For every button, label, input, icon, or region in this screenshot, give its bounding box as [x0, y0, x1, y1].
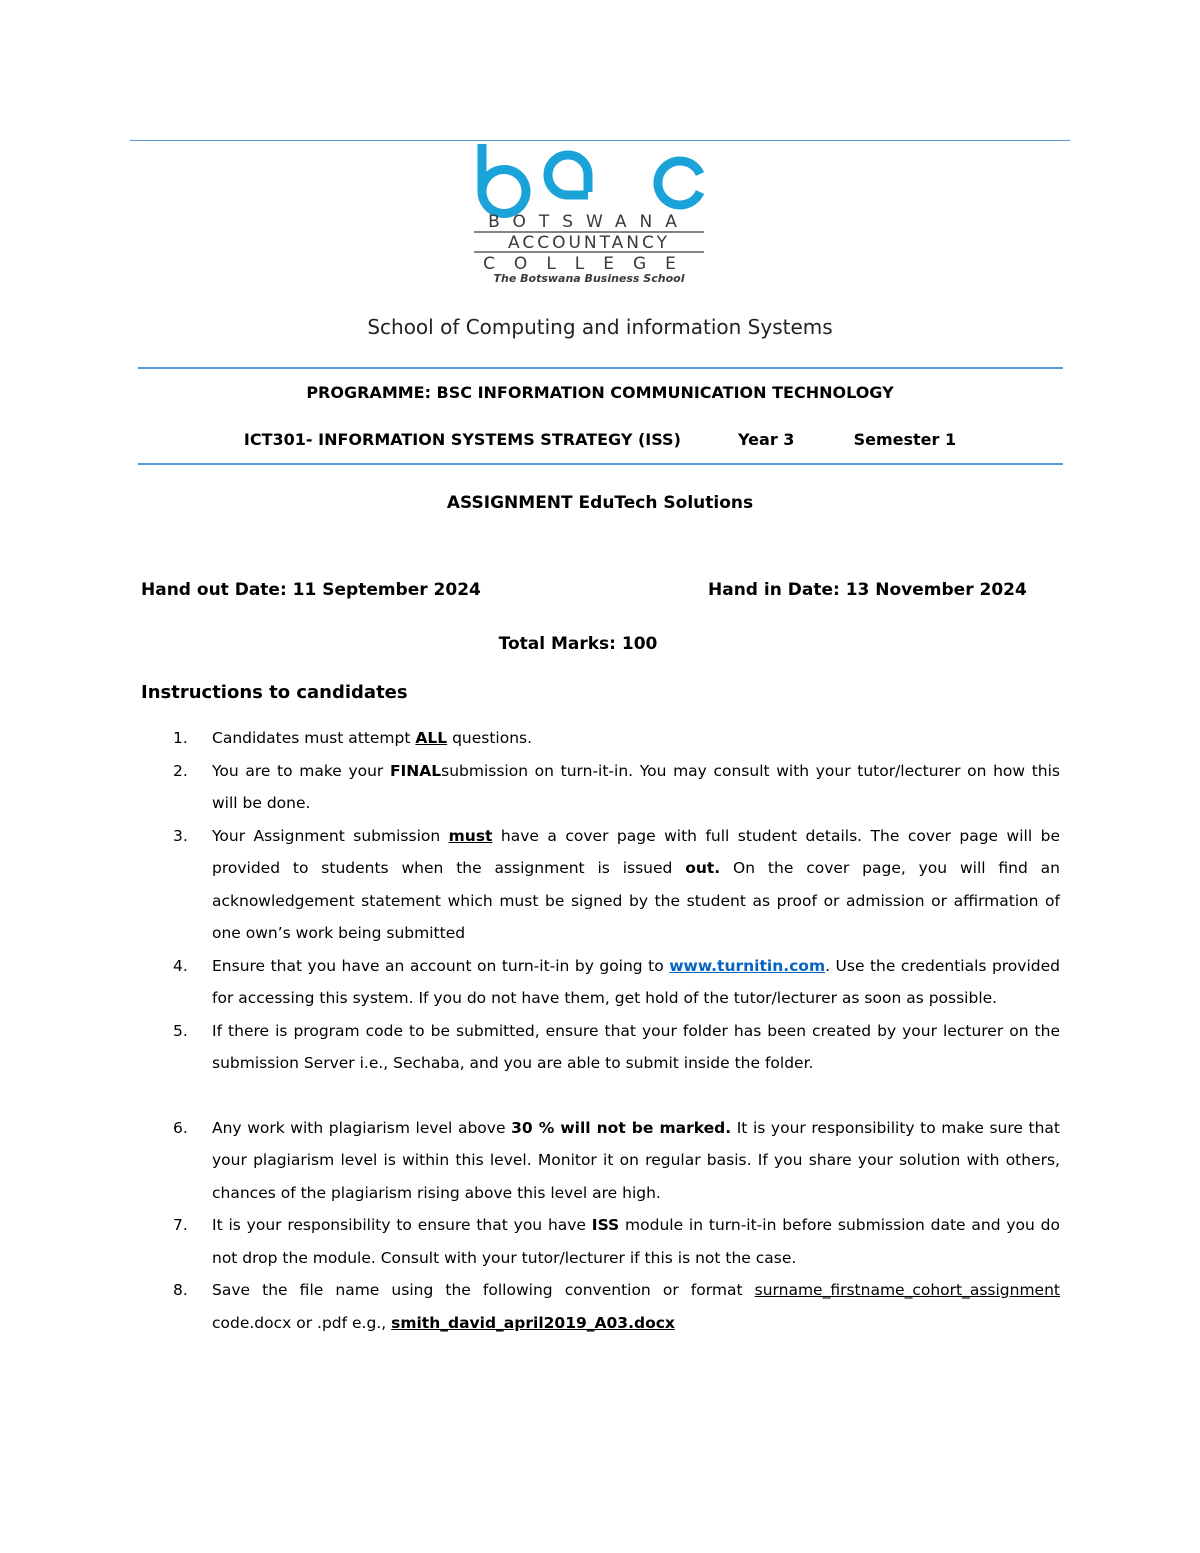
course-semester: Semester 1 — [853, 430, 957, 449]
instruction-item: 7. It is your responsibility to ensure that you have ISS module in turn-it-in before submission date and you do not drop the module. Consult with your tutor/lecturer if this is not the case. — [173, 1216, 1060, 1267]
assignment-title: ASSIGNMENT EduTech Solutions — [446, 493, 754, 513]
instruction-item: 1. Candidates must attempt ALL questions. — [173, 729, 533, 747]
school-name: School of Computing and information Systems — [367, 315, 833, 339]
logo-b — [482, 144, 526, 214]
instruction-item: 2. You are to make your FINALsubmission on turn-it-in. You may consult with your tutor/lecturer on how this will be done. — [173, 761, 1060, 812]
hand-in-date: Hand in Date: 13 November 2024 — [708, 580, 1027, 600]
instructions-list — [140, 722, 1060, 1339]
logo-a — [548, 155, 588, 195]
logo-c — [658, 161, 700, 205]
logo-line3: COLLEGE — [483, 254, 695, 274]
header-rule-bottom — [138, 463, 1063, 465]
programme-title: PROGRAMME: BSC INFORMATION COMMUNICATION TECHNOLOGY — [306, 383, 894, 402]
logo-line2: ACCOUNTANCY — [508, 233, 670, 253]
instruction-item: 6. Any work with plagiarism level above 30 % will not be marked. It is your responsibility to make sure that your plagiarism level is within this level. Monitor it on regular basis. If you share your solution with others, chances of the plagiarism rising above this level are high. — [173, 1118, 1061, 1202]
instruction-item: 8. Save the file name using the following convention or format surname_firstname_cohort_assignment code.docx or .pdf e.g., smith_david_april2019_A03.docx — [173, 1281, 1060, 1332]
instruction-item: 3. Your Assignment submission must have a cover page with full student details. The cover page will be provided to students when the assignment is issued out. On the cover page, you will find an acknowledgement statement which must be signed by the student as proof or admission or affirmation of one own’s work being submitted — [173, 826, 1060, 942]
logo-tagline: The Botswana Business School — [493, 272, 685, 285]
course-code: ICT301- INFORMATION SYSTEMS STRATEGY (ISS) — [243, 430, 681, 449]
college-logo — [470, 140, 710, 285]
course-line — [0, 430, 1200, 449]
hand-out-date: Hand out Date: 11 September 2024 — [141, 580, 481, 600]
turnitin-link[interactable]: www.turnitin.com — [669, 956, 826, 975]
total-marks: Total Marks: 100 — [498, 634, 658, 654]
instruction-item: 4. Ensure that you have an account on turn-it-in by going to www.turnitin.com. Use the credentials provided for accessing this system. If you do not have them, get hold of the tutor/lecturer as soon as possible. — [173, 956, 1060, 1007]
course-year: Year 3 — [738, 430, 795, 449]
instructions-heading: Instructions to candidates — [141, 682, 408, 703]
instruction-item: 5. If there is program code to be submitted, ensure that your folder has been created by your lecturer on the submission Server i.e., Sechaba, and you are able to submit inside the folder. — [173, 1021, 1060, 1072]
logo-line1: BOTSWANA — [488, 212, 690, 232]
header-rule-top — [138, 367, 1063, 369]
